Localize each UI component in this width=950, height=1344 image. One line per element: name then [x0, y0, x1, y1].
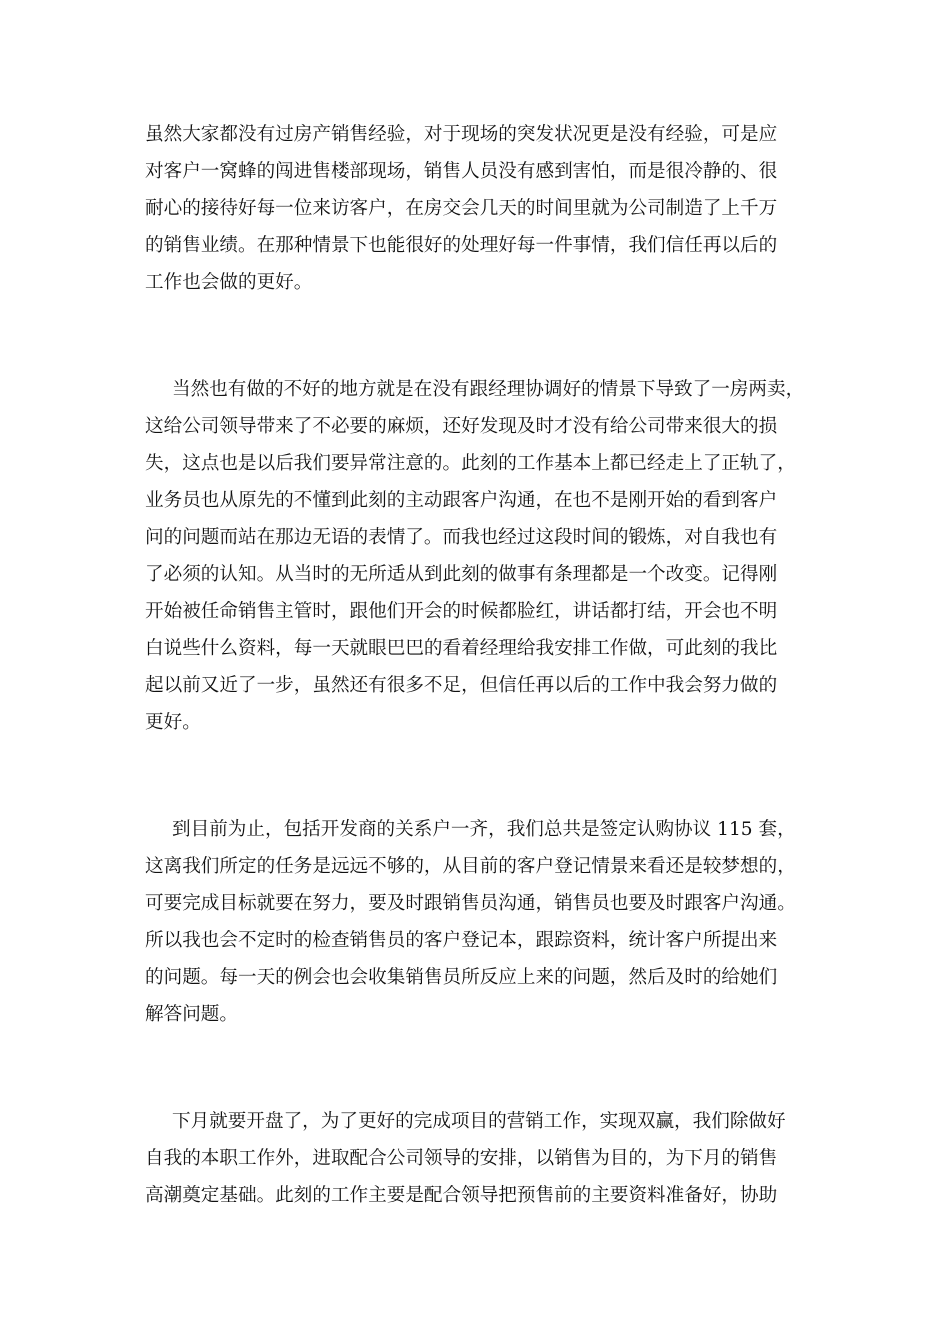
text-line: 虽然大家都没有过房产销售经验，对于现场的突发状况更是没有经验，可是应: [145, 124, 778, 145]
text-line: 下月就要开盘了，为了更好的完成项目的营销工作，实现双赢，我们除做好: [172, 1111, 786, 1132]
text-line: 所以我也会不定时的检查销售员的客户登记本，跟踪资料，统计客户所提出来: [145, 930, 778, 951]
text-line: 白说些什么资料，每一天就眼巴巴的看着经理给我安排工作做，可此刻的我比: [145, 638, 778, 659]
text-line: 到目前为止，包括开发商的关系户一齐，我们总共是签定认购协议 115 套，: [172, 819, 796, 840]
text-line: 可要完成目标就要在努力，要及时跟销售员沟通，销售员也要及时跟客户沟通。: [145, 893, 796, 914]
text-line: 对客户一窝蜂的闯进售楼部现场，销售人员没有感到害怕，而是很冷静的、很: [145, 161, 778, 182]
text-line: 解答问题。: [145, 1004, 238, 1025]
text-line: 更好。: [145, 712, 201, 733]
text-line: 开始被任命销售主管时，跟他们开会的时候都脸红，讲话都打结，开会也不明: [145, 601, 778, 622]
text-line: 当然也有做的不好的地方就是在没有跟经理协调好的情景下导致了一房两卖，: [172, 379, 805, 400]
text-line: 这离我们所定的任务是远远不够的，从目前的客户登记情景来看还是较梦想的，: [145, 856, 796, 877]
text-line: 失，这点也是以后我们要异常注意的。此刻的工作基本上都已经走上了正轨了，: [145, 453, 796, 474]
text-line: 了必须的认知。从当时的无所适从到此刻的做事有条理都是一个改变。记得刚: [145, 564, 778, 585]
text-line: 问的问题而站在那边无语的表情了。而我也经过这段时间的锻炼，对自我也有: [145, 527, 778, 548]
text-line: 高潮奠定基础。此刻的工作主要是配合领导把预售前的主要资料准备好，协助: [145, 1185, 778, 1206]
text-line: 这给公司领导带来了不必要的麻烦，还好发现及时才没有给公司带来很大的损: [145, 416, 778, 437]
text-line: 的销售业绩。在那种情景下也能很好的处理好每一件事情，我们信任再以后的: [145, 235, 778, 256]
text-line: 工作也会做的更好。: [145, 272, 313, 293]
text-line: 的问题。每一天的例会也会收集销售员所反应上来的问题，然后及时的给她们: [145, 967, 778, 988]
text-line: 业务员也从原先的不懂到此刻的主动跟客户沟通，在也不是刚开始的看到客户: [145, 490, 778, 511]
text-line: 自我的本职工作外，进取配合公司领导的安排，以销售为目的，为下月的销售: [145, 1148, 778, 1169]
text-line: 起以前又近了一步，虽然还有很多不足，但信任再以后的工作中我会努力做的: [145, 675, 778, 696]
text-line: 耐心的接待好每一位来访客户，在房交会几天的时间里就为公司制造了上千万: [145, 198, 778, 219]
